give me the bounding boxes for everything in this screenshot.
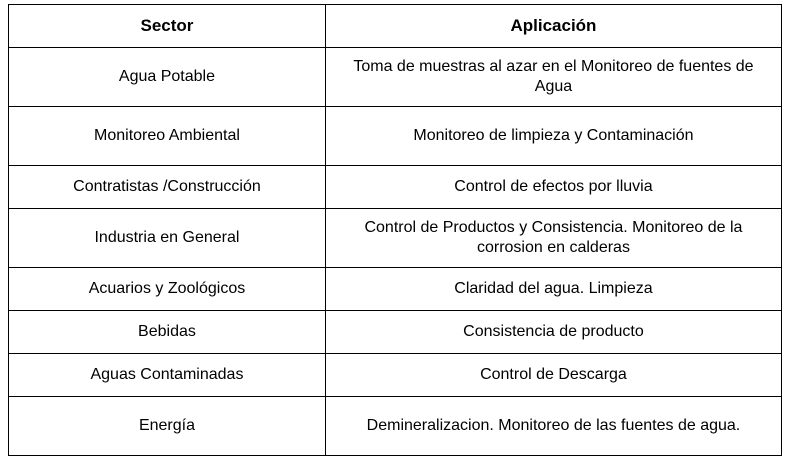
cell-sector: Energía — [9, 397, 326, 456]
table-row — [9, 397, 782, 456]
table-row — [9, 166, 782, 209]
cell-aplicacion: Control de Productos y Consistencia. Monitoreo de la corrosion en calderas — [325, 209, 781, 268]
table-row — [9, 311, 782, 354]
table-row — [9, 354, 782, 397]
table-row — [9, 268, 782, 311]
cell-sector: Contratistas /Construcción — [9, 166, 326, 209]
cell-sector: Agua Potable — [9, 48, 326, 107]
column-header-aplicacion: Aplicación — [325, 5, 781, 48]
cell-aplicacion: Toma de muestras al azar en el Monitoreo de fuentes de Agua — [325, 48, 781, 107]
cell-aplicacion: Demineralizacion. Monitoreo de las fuentes de agua. — [325, 397, 781, 456]
cell-sector: Acuarios y Zoológicos — [9, 268, 326, 311]
table-row — [9, 209, 782, 268]
cell-sector: Aguas Contaminadas — [9, 354, 326, 397]
cell-sector: Bebidas — [9, 311, 326, 354]
cell-aplicacion: Control de efectos por lluvia — [325, 166, 781, 209]
table-header-row — [9, 5, 782, 48]
cell-sector: Monitoreo Ambiental — [9, 107, 326, 166]
table-row — [9, 107, 782, 166]
table-row — [9, 48, 782, 107]
cell-aplicacion: Consistencia de producto — [325, 311, 781, 354]
cell-aplicacion: Control de Descarga — [325, 354, 781, 397]
cell-aplicacion: Monitoreo de limpieza y Contaminación — [325, 107, 781, 166]
column-header-sector: Sector — [9, 5, 326, 48]
cell-sector: Industria en General — [9, 209, 326, 268]
cell-aplicacion: Claridad del agua. Limpieza — [325, 268, 781, 311]
table-body — [9, 48, 782, 456]
sector-aplicacion-table — [8, 4, 782, 456]
table-header — [9, 5, 782, 48]
